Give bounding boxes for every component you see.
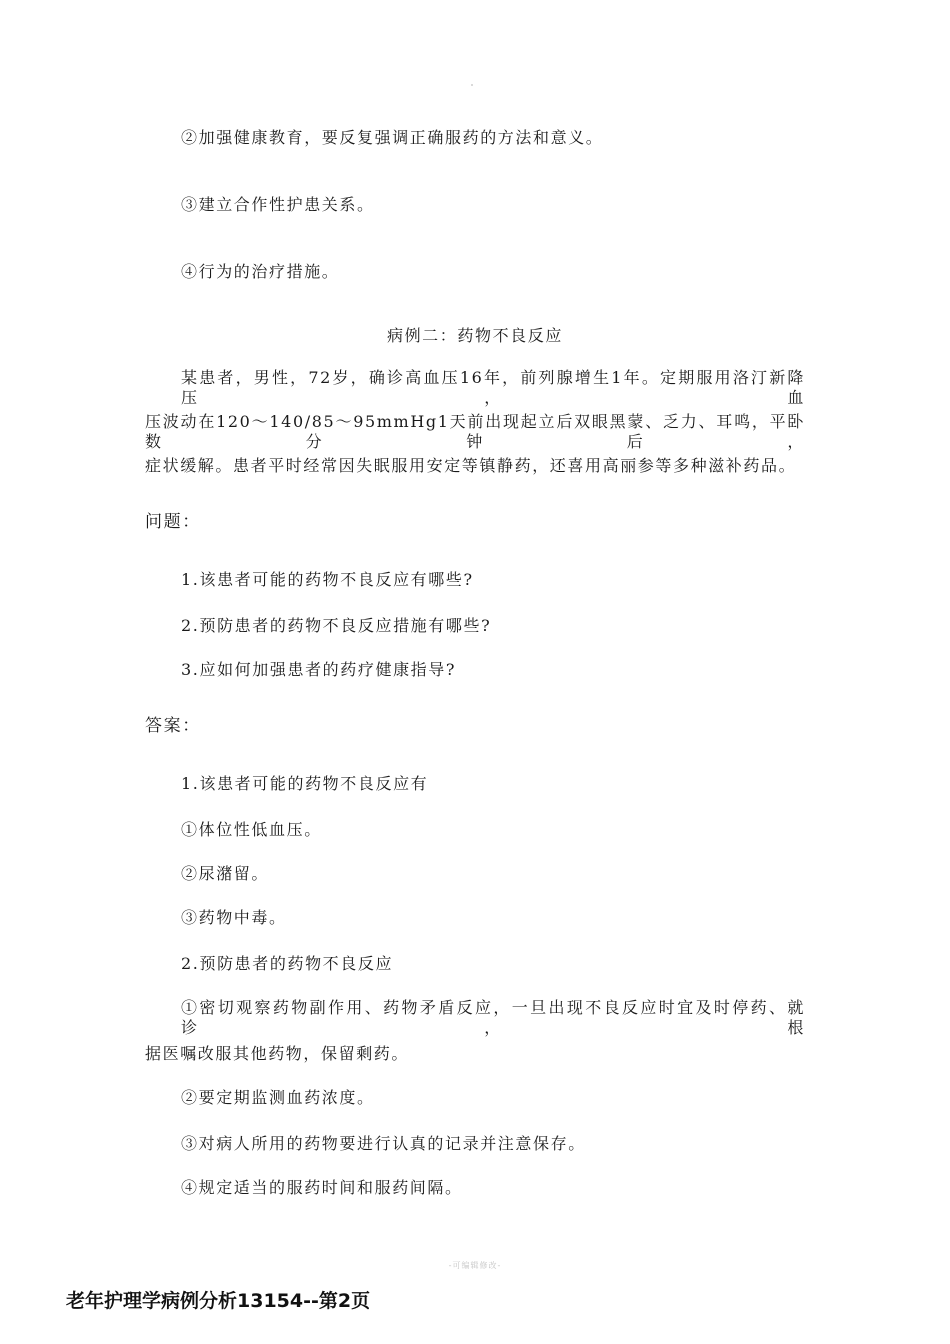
answer1-item: ②尿潴留。	[181, 864, 270, 883]
case-paragraph-line: 某患者，男性，72岁，确诊高血压16年，前列腺增生1年。定期服用洛汀新降压，血	[181, 368, 805, 407]
case-paragraph-line: 压波动在120～140/85～95mmHg1天前出现起立后双眼黑蒙、乏力、耳鸣，平卧数分钟后，	[145, 412, 805, 451]
answer1-item: ③药物中毒。	[181, 908, 287, 927]
intro-item: ③建立合作性护患关系。	[181, 195, 375, 214]
intro-item: ②加强健康教育，要反复强调正确服药的方法和意义。	[181, 128, 604, 147]
question-item: 1.该患者可能的药物不良反应有哪些?	[181, 570, 474, 589]
answers-heading: 答案：	[145, 716, 201, 736]
footer-note: -可编辑修改-	[448, 1261, 502, 1270]
page-footer: 老年护理学病例分析13154--第2页	[66, 1290, 371, 1312]
page-dot	[471, 84, 473, 86]
question-item: 3.应如何加强患者的药疗健康指导?	[181, 660, 457, 679]
answer2-title: 2.预防患者的药物不良反应	[181, 954, 394, 973]
answer2-item: ②要定期监测血药浓度。	[181, 1088, 375, 1107]
question-item: 2.预防患者的药物不良反应措施有哪些?	[181, 616, 492, 635]
answer2-item: ④规定适当的服药时间和服药间隔。	[181, 1178, 463, 1197]
case-title: 病例二：药物不良反应	[386, 326, 563, 345]
questions-heading: 问题：	[145, 512, 201, 532]
answer2-item-line: 据医嘱改服其他药物，保留剩药。	[145, 1044, 410, 1063]
answer2-item: ③对病人所用的药物要进行认真的记录并注意保存。	[181, 1134, 586, 1153]
intro-item: ④行为的治疗措施。	[181, 262, 340, 281]
answer1-item: ①体位性低血压。	[181, 820, 322, 839]
case-paragraph-line: 症状缓解。患者平时经常因失眠服用安定等镇静药，还喜用高丽参等多种滋补药品。	[145, 456, 797, 475]
answer2-item-line: ①密切观察药物副作用、药物矛盾反应，一旦出现不良反应时宜及时停药、就诊，根	[181, 998, 805, 1037]
answer1-title: 1.该患者可能的药物不良反应有	[181, 774, 429, 793]
